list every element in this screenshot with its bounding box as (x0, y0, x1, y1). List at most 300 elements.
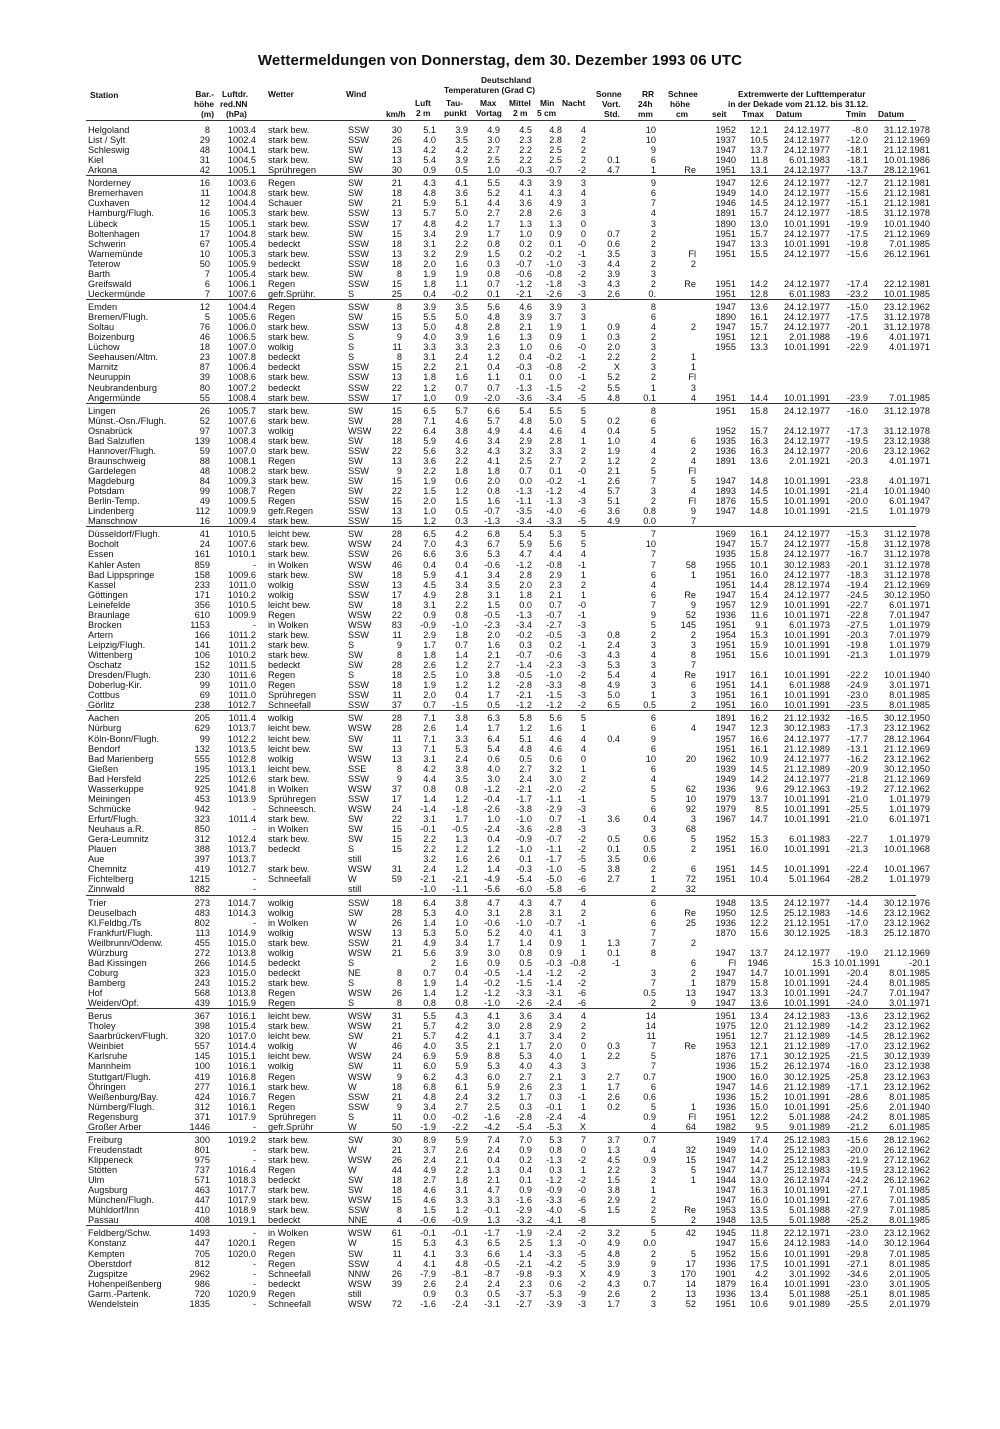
cell-wetter: stark bew. (268, 569, 310, 580)
cell-mittel-2m: 5.8 (519, 713, 532, 724)
cell-mittel-2m: 3.6 (519, 198, 532, 209)
cell-max-vortag: -0.7 (484, 506, 500, 517)
header-tau-1: Tau- (446, 98, 464, 108)
cell-station: Potsdam (88, 486, 125, 497)
cell-sonne: 3.8 (607, 864, 620, 875)
cell-barhoehe: 195 (194, 763, 210, 774)
cell-wetter: stark bew. (268, 977, 310, 988)
cell-taupunkt: 5.7 (455, 405, 468, 416)
cell-wind-dir: SW (348, 312, 363, 323)
cell-luftdruck: 1016.8 (227, 1071, 256, 1082)
cell-nacht: -2 (577, 1155, 586, 1165)
cell-station: Kiel (88, 155, 104, 166)
cell-schnee: 1 (690, 362, 696, 373)
cell-max-vortag: 3.8 (487, 670, 500, 681)
cell-wetter: Schneesch. (268, 803, 317, 814)
cell-seit: 1951 (715, 743, 736, 754)
cell-luft-2m: 2.6 (423, 660, 436, 671)
cell-tmin: -29.8 (847, 1248, 868, 1259)
cell-wind-speed: 21 (391, 178, 402, 189)
cell-luftdruck: 1005.6 (227, 312, 256, 323)
cell-min-5cm: -3.3 (546, 516, 562, 527)
cell-tmax: 16.0 (750, 700, 768, 711)
cell-tmax: 14.2 (750, 773, 768, 784)
cell-wind-speed: 13 (391, 579, 402, 590)
cell-max-vortag: -2.0 (484, 392, 500, 403)
header-schnee-3: cm (676, 109, 689, 119)
cell-tmax: 14.5 (750, 198, 768, 209)
cell-taupunkt: 0.8 (455, 783, 468, 794)
cell-luftdruck: 1005.1 (227, 218, 256, 229)
cell-mittel-2m: -1.6 (516, 1195, 532, 1206)
cell-tmin: -14.4 (847, 897, 868, 908)
cell-wind-speed: 11 (392, 733, 402, 744)
cell-tmax: 16.0 (750, 569, 768, 580)
cell-datum-max: 10.01.1991 (784, 342, 830, 353)
cell-mittel-2m: 1.2 (519, 723, 532, 734)
cell-wetter: bedeckt (268, 1278, 301, 1289)
cell-max-vortag: 5.5 (487, 178, 500, 189)
cell-mittel-2m: -3.8 (516, 803, 532, 814)
cell-nacht: -0 (577, 465, 586, 476)
cell-nacht: -0 (577, 1238, 586, 1249)
cell-mittel-2m: 0.2 (519, 1155, 532, 1165)
cell-station: Ueckermünde (88, 288, 146, 299)
cell-min-5cm: -2.6 (546, 288, 562, 299)
cell-luftdruck: - (252, 1258, 256, 1269)
cell-datum-min: 3.01.1971 (889, 680, 930, 691)
cell-wind-dir: NE (348, 967, 361, 978)
cell-tmin: -21.5 (847, 506, 868, 517)
cell-datum-max: 10.01.1991 (784, 1248, 830, 1259)
cell-min-5cm: -1.3 (546, 496, 562, 507)
cell-luft-2m: 1.0 (423, 506, 436, 517)
cell-luftdruck: 1009.5 (227, 496, 256, 507)
cell-max-vortag: 1.2 (487, 680, 500, 691)
cell-luft-2m: 3.1 (423, 599, 436, 610)
cell-max-vortag: 3.0 (487, 773, 500, 784)
cell-tmin: -14.0 (847, 1238, 868, 1249)
cell-taupunkt: -1.0 (452, 619, 468, 630)
cell-max-vortag: -0.2 (484, 977, 500, 988)
cell-wind-speed: 17 (391, 218, 402, 229)
cell-sonne: 2.7 (607, 1071, 620, 1082)
cell-taupunkt: -8.1 (452, 1268, 468, 1279)
cell-sonne: 3.9 (607, 1258, 620, 1269)
cell-barhoehe: 39 (199, 372, 210, 383)
cell-tmax: 14.8 (750, 476, 768, 487)
cell-wind-speed: 22 (391, 382, 402, 393)
cell-wind-dir: W (348, 874, 357, 885)
cell-mittel-2m: 2.8 (519, 907, 532, 918)
cell-min-5cm: 4.0 (549, 1051, 562, 1062)
cell-wind-dir: SSW (348, 773, 369, 784)
cell-datum-max: 24.12.1983 (784, 1238, 830, 1249)
cell-wind-dir: WSW (348, 927, 372, 938)
cell-luft-2m: 4.0 (423, 332, 436, 343)
cell-taupunkt: 4.2 (455, 1021, 468, 1032)
cell-datum-min: 4.01.1971 (889, 342, 930, 353)
cell-min-5cm: 2.7 (549, 455, 562, 466)
cell-luft-2m: -0.9 (420, 619, 436, 630)
cell-min-5cm: 4.3 (549, 1061, 562, 1072)
cell-luft-2m: 1.2 (423, 382, 436, 393)
cell-luftdruck: - (252, 917, 256, 928)
cell-wind-dir: WSW (348, 425, 372, 436)
cell-sonne: 2.2 (607, 1165, 620, 1176)
cell-luft-2m: 4.1 (423, 1258, 436, 1269)
cell-tmax: 12.0 (750, 1021, 768, 1032)
cell-min-5cm: 0.6 (549, 1278, 562, 1289)
cell-tmin: -19.8 (847, 640, 868, 650)
cell-rr24h: 6 (650, 589, 656, 600)
cell-seit: 1951 (715, 579, 736, 590)
cell-taupunkt: 2.1 (455, 1155, 468, 1165)
cell-seit: 1891 (715, 455, 736, 466)
cell-wind-dir: SW (348, 1175, 363, 1186)
cell-max-vortag: 1.7 (487, 937, 500, 948)
cell-max-vortag: 5.6 (487, 302, 500, 313)
cell-schnee: Fl (688, 248, 696, 259)
cell-station: Helgoland (88, 125, 130, 135)
cell-taupunkt: 2.8 (455, 589, 468, 600)
cell-max-vortag: -4.9 (484, 874, 500, 885)
cell-max-vortag: 0.6 (487, 753, 500, 764)
cell-nacht: -3 (577, 660, 586, 671)
cell-wetter: stark bew. (268, 1144, 310, 1155)
cell-wind-dir: SSW (348, 302, 369, 313)
cell-taupunkt: 1.8 (455, 465, 468, 476)
cell-wetter: stark bew. (268, 125, 310, 135)
cell-tmin: -21.5 (847, 1051, 868, 1062)
cell-datum-max: 24.12.1977 (784, 589, 830, 600)
cell-seit: 1947 (715, 1185, 736, 1196)
cell-mittel-2m: -5.4 (516, 874, 532, 885)
cell-datum-max: 10.01.1971 (784, 609, 830, 620)
cell-luftdruck: 1004.8 (227, 228, 256, 239)
cell-rr24h: 3 (650, 967, 656, 978)
cell-max-vortag: 4.9 (487, 425, 500, 436)
cell-tmax: 4.2 (755, 1268, 768, 1279)
cell-wind-speed: 13 (391, 208, 402, 219)
cell-station: Oschatz (88, 660, 122, 671)
cell-mittel-2m: 1.4 (519, 1248, 532, 1259)
cell-luft-2m: 2.2 (423, 844, 436, 855)
cell-tmax: 15.4 (750, 589, 768, 600)
cell-luft-2m: 4.3 (423, 178, 436, 189)
cell-datum-max: 21.12.1989 (784, 1031, 830, 1042)
cell-tmax: 13.5 (750, 1215, 768, 1226)
cell-tmax: 15.7 (750, 322, 768, 333)
cell-tmax: 14.0 (750, 1144, 768, 1155)
cell-nacht: 3 (580, 312, 586, 323)
cell-datum-max: 24.12.1977 (784, 198, 830, 209)
cell-mittel-2m: -3.5 (516, 506, 532, 517)
cell-barhoehe: 42 (199, 165, 210, 176)
cell-mittel-2m: -0.7 (516, 650, 532, 661)
cell-wind-dir: SW (348, 165, 363, 176)
cell-schnee: 17 (685, 1258, 696, 1269)
cell-luft-2m: 4.9 (423, 589, 436, 600)
cell-rr24h: 2 (650, 1195, 656, 1206)
cell-wind-speed: 8 (396, 352, 402, 363)
cell-wind-dir: SSW (348, 1091, 369, 1102)
cell-tmax: 13.3 (750, 238, 768, 249)
cell-wind-dir: SW (348, 529, 363, 540)
cell-taupunkt: 1.2 (455, 680, 468, 691)
cell-tmin: -15.6 (847, 1134, 868, 1145)
header-rule (86, 120, 916, 121)
cell-luftdruck: - (252, 824, 256, 835)
cell-station: Manschnow (88, 516, 138, 527)
cell-taupunkt: 0.8 (455, 998, 468, 1009)
cell-sonne: 2.0 (607, 342, 620, 353)
cell-tmin: -19.4 (847, 579, 868, 590)
cell-tmin: -19.2 (847, 783, 868, 794)
cell-wetter: stark bew. (268, 135, 310, 146)
cell-taupunkt: 6.1 (455, 1081, 468, 1092)
cell-wind-dir: SSW (348, 125, 369, 135)
cell-barhoehe: 1493 (189, 1228, 210, 1239)
cell-luft-2m: 6.5 (423, 529, 436, 540)
cell-max-vortag: -0.6 (484, 559, 500, 570)
cell-taupunkt: 3.5 (455, 135, 468, 146)
cell-datum-min: 21.12.1981 (884, 198, 930, 209)
cell-mittel-2m: -6.0 (516, 884, 532, 895)
cell-rr24h: 3 (650, 248, 656, 259)
cell-wetter: leicht bew. (268, 529, 311, 540)
cell-min-5cm: 4.6 (549, 425, 562, 436)
cell-barhoehe: 802 (194, 917, 210, 928)
cell-luft-2m: 5.3 (423, 907, 436, 918)
cell-mittel-2m: 5.9 (519, 539, 532, 550)
cell-luft-2m: 2.9 (423, 629, 436, 640)
cell-schnee: 3 (690, 382, 696, 393)
cell-datum-min: 21.12.1981 (884, 145, 930, 156)
cell-datum-max: 10.01.1991 (784, 476, 830, 487)
cell-sonne: 3.2 (607, 1228, 620, 1239)
cell-min-5cm: 5.3 (549, 1134, 562, 1145)
cell-station: Öhringen (88, 1081, 126, 1092)
cell-luftdruck: 1010.2 (227, 650, 256, 661)
cell-nacht: -2 (577, 362, 586, 373)
cell-datum-min: 8.01.1985 (889, 690, 930, 701)
cell-luft-2m: 3.1 (423, 238, 436, 249)
cell-wind-dir: SW (348, 814, 363, 825)
header-deutschland: Deutschland (481, 75, 532, 85)
cell-nacht: -5 (577, 392, 586, 403)
cell-min-5cm: -0.5 (546, 629, 562, 640)
cell-station: Norderney (88, 178, 131, 189)
cell-luft-2m: 5.6 (423, 445, 436, 456)
cell-tmin: -22.4 (847, 864, 868, 875)
cell-station: Düsseldorf/Flugh. (88, 529, 161, 540)
cell-min-5cm: 3.3 (549, 445, 562, 456)
cell-nacht: X (579, 1121, 586, 1132)
cell-nacht: -1 (577, 372, 586, 383)
group-separator (86, 299, 916, 300)
cell-wind-dir: SSW (348, 445, 369, 456)
cell-wind-speed: 28 (391, 907, 402, 918)
cell-mittel-2m: 4.7 (519, 549, 532, 560)
cell-mittel-2m: -1.7 (516, 793, 532, 804)
cell-tmin: -13.1 (847, 743, 868, 754)
cell-tmin: -19.0 (847, 947, 868, 958)
cell-wind-speed: 28 (391, 713, 402, 724)
cell-max-vortag: 6.6 (487, 405, 500, 416)
cell-luft-2m: 5.5 (423, 312, 436, 323)
header-extrem-2: in der Dekade vom 21.12. bis 31.12. (728, 99, 869, 109)
cell-mittel-2m: 0.3 (519, 1101, 532, 1112)
cell-luftdruck: 1020.0 (227, 1248, 256, 1259)
cell-wetter: wolkig (268, 713, 294, 724)
cell-datum-max: 10.01.1991 (784, 1278, 830, 1289)
cell-min-5cm: 2.8 (549, 135, 562, 146)
cell-station: Schmücke (88, 803, 131, 814)
cell-barhoehe: 152 (194, 660, 210, 671)
cell-taupunkt: 4.3 (455, 539, 468, 550)
cell-nacht: 4 (580, 743, 586, 754)
cell-tmax: 13.0 (750, 1175, 768, 1186)
cell-wind-speed: 8 (396, 977, 402, 988)
cell-nacht: -3 (577, 278, 586, 289)
cell-tmax: 12.9 (750, 599, 768, 610)
cell-barhoehe: 12 (199, 198, 210, 209)
cell-mittel-2m: 3.2 (519, 445, 532, 456)
cell-luftdruck: 1009.3 (227, 476, 256, 487)
cell-station: Kempten (88, 1248, 125, 1259)
cell-luftdruck: 1015.1 (227, 1051, 256, 1062)
cell-nacht: 1 (580, 1101, 586, 1112)
cell-mittel-2m: 2.9 (519, 435, 532, 446)
cell-datum-min: 25.12.1870 (884, 927, 930, 938)
cell-tmax: 10.5 (750, 135, 768, 146)
cell-schnee: 8 (690, 650, 696, 661)
header-min-1: Min (540, 98, 555, 108)
cell-wetter: in Wolken (268, 824, 309, 835)
cell-taupunkt: 3.9 (455, 947, 468, 958)
header-luft-2: 2 m (416, 108, 431, 118)
cell-sonne: 4.9 (607, 516, 620, 527)
cell-luftdruck: 1010.5 (227, 529, 256, 540)
cell-mittel-2m: -1.4 (516, 967, 532, 978)
cell-tmin: -17.1 (847, 1081, 868, 1092)
cell-luft-2m: 4.1 (423, 1248, 436, 1259)
cell-tmax: 16.1 (750, 670, 768, 681)
cell-barhoehe: 483 (194, 907, 210, 918)
cell-max-vortag: 1.2 (487, 352, 500, 363)
cell-datum-min: 31.12.1978 (884, 569, 930, 580)
cell-max-vortag: -1.2 (484, 988, 500, 999)
cell-barhoehe: 975 (194, 1155, 210, 1165)
cell-wetter: stark bew. (268, 415, 310, 426)
cell-wind-speed: 17 (391, 589, 402, 600)
cell-datum-max: 10.01.1991 (784, 998, 830, 1009)
cell-wind-speed: 8 (396, 763, 402, 774)
cell-seit: 1952 (715, 425, 736, 436)
cell-station: Garm.-Partenk. (88, 1288, 151, 1299)
cell-max-vortag: 2.7 (487, 208, 500, 219)
cell-tmax: 14.8 (750, 506, 768, 517)
cell-tmax: 16.3 (750, 445, 768, 456)
cell-barhoehe: 243 (194, 977, 210, 988)
cell-barhoehe: 388 (194, 844, 210, 855)
cell-station: Bamberg (88, 977, 126, 988)
cell-seit: 1947 (715, 1238, 736, 1249)
cell-mittel-2m: 0.1 (519, 372, 532, 383)
cell-mittel-2m: 2.3 (519, 1278, 532, 1289)
cell-taupunkt: 3.9 (455, 332, 468, 343)
table-row (0, 1298, 1000, 1310)
cell-taupunkt: 1.6 (455, 372, 468, 383)
group-separator (86, 403, 916, 404)
cell-datum-max: 5.01.1988 (789, 1205, 830, 1216)
cell-datum-min: 23.12.1962 (884, 1041, 930, 1052)
cell-datum-min: 30.12.1950 (884, 589, 930, 600)
cell-wind-speed: 8 (396, 302, 402, 313)
cell-taupunkt: 2.2 (455, 599, 468, 610)
cell-datum-max: 10.01.1991 (784, 1185, 830, 1196)
cell-datum-max: 24.12.1977 (784, 135, 830, 146)
cell-station: Saarbrücken/Flugh. (88, 1031, 169, 1042)
cell-wind-speed: 22 (391, 445, 402, 456)
header-seit: seit (712, 109, 727, 119)
cell-max-vortag: 2.1 (487, 1041, 500, 1052)
cell-mittel-2m: 0.9 (519, 1185, 532, 1196)
cell-schnee: 25 (685, 917, 696, 928)
cell-sonne: 1.0 (607, 435, 620, 446)
cell-min-5cm: 5.0 (549, 415, 562, 426)
cell-station: Neubrandenburg (88, 382, 157, 393)
cell-seit: 1935 (715, 435, 736, 446)
cell-station: Zinnwald (88, 884, 125, 895)
cell-min-5cm: -5.8 (546, 884, 562, 895)
cell-luft-2m: 3.3 (423, 342, 436, 353)
cell-rr24h: 0.5 (643, 700, 656, 711)
cell-nacht: 3 (580, 208, 586, 219)
cell-max-vortag: 1.7 (487, 723, 500, 734)
cell-wetter: stark bew. (268, 228, 310, 239)
cell-wetter: stark bew. (268, 248, 310, 259)
cell-luft-2m: 3.6 (423, 455, 436, 466)
cell-mittel-2m: -2.7 (516, 1298, 532, 1309)
cell-datum-max: 10.01.1991 (784, 1195, 830, 1206)
cell-sonne: 1.5 (607, 1175, 620, 1186)
cell-schnee: 58 (685, 559, 696, 570)
cell-nacht: 2 (580, 135, 586, 146)
cell-mittel-2m: 2.1 (519, 322, 532, 333)
cell-tmax: 15.8 (750, 549, 768, 560)
cell-mittel-2m: -0.9 (516, 834, 532, 845)
cell-sonne: 6.5 (607, 700, 620, 711)
cell-datum-min: 4.01.1971 (889, 455, 930, 466)
cell-wind-speed: 21 (391, 947, 402, 958)
cell-max-vortag: 3.5 (487, 579, 500, 590)
cell-seit: 1953 (715, 1205, 736, 1216)
cell-seit: 1901 (715, 1268, 736, 1279)
cell-taupunkt: 2.2 (455, 1165, 468, 1176)
cell-min-5cm: 0.3 (549, 1165, 562, 1176)
cell-min-5cm: 0.6 (549, 753, 562, 764)
cell-luftdruck: - (252, 1298, 256, 1309)
cell-nacht: 7 (580, 1134, 586, 1145)
cell-datum-max: 10.01.1991 (784, 977, 830, 988)
cell-mittel-2m: -2.9 (516, 1205, 532, 1216)
cell-station: Ulm (88, 1175, 105, 1186)
cell-luft-2m: 2.5 (423, 670, 436, 681)
cell-luftdruck: 1011.2 (228, 640, 256, 650)
cell-luftdruck: 1005.3 (227, 248, 256, 259)
